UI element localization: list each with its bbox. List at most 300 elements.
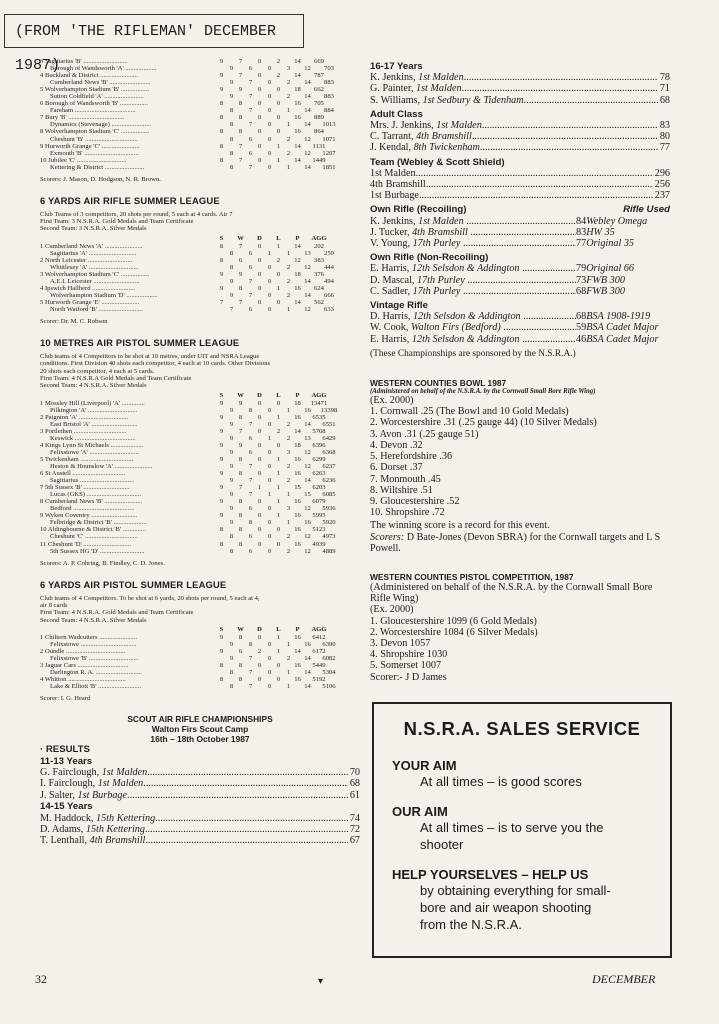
bowl-results xyxy=(370,406,670,518)
table-cell: 1 xyxy=(276,470,281,478)
team-name: 4 Ipswich Hallherd .......................... xyxy=(40,284,136,292)
league1-description xyxy=(40,211,360,233)
group-title: 16-17 Years xyxy=(370,61,423,72)
county-score: .25 (The Bowl and 10 Gold Medals) xyxy=(420,406,569,418)
table-cell: 0 xyxy=(257,72,262,80)
table-cell: 9 xyxy=(238,270,243,278)
table-cell: 16 xyxy=(294,284,301,292)
table-cell: 9 xyxy=(238,86,243,94)
column-header: W xyxy=(237,391,244,399)
county-name: 2. Worcestershire xyxy=(370,626,444,638)
table-cell: 666 xyxy=(324,291,334,299)
table-cell: 0 xyxy=(257,413,262,421)
table-cell: 5449 xyxy=(312,662,326,669)
table-cell: 8 xyxy=(219,662,224,669)
table-cell: 383 xyxy=(314,256,324,264)
table-cell: 0 xyxy=(257,299,262,307)
table-cell: 9 xyxy=(219,427,224,435)
description-line: First Team: 4 N.S.R.A. Gold Medals and Team Certificate xyxy=(40,609,194,617)
table-cell: 2 xyxy=(286,135,291,143)
competitor-name: E. Harris, xyxy=(370,263,412,275)
pistol-ex: (Ex. 2000) xyxy=(370,604,414,616)
table-row xyxy=(40,526,360,533)
table-cell: 8 xyxy=(238,470,243,478)
league3-title: 6 YARDS AIR PISTOL SUMMER LEAGUE xyxy=(40,578,227,590)
team-name: North Watford 'B' ........................... xyxy=(50,306,143,314)
group-heading: 14-15 Years xyxy=(40,801,93,813)
pistol-scorer: Scorer:- J D James xyxy=(370,671,447,683)
team-name: 3 Jaguar Cars ............................... xyxy=(40,662,129,669)
league3-scorer: Scorer: I. G. Heard xyxy=(40,695,91,703)
dot-leader xyxy=(155,813,348,824)
table-cell: 0 xyxy=(267,519,272,527)
team-name: Cumberland News 'B' ......................... xyxy=(50,79,151,87)
result-row xyxy=(40,835,360,846)
our-aim-text-1: At all times – is to serve you the xyxy=(420,820,604,835)
county-score: .72 xyxy=(431,507,445,519)
table-cell: 883 xyxy=(324,79,334,87)
table-cell: 0 xyxy=(257,114,262,122)
your-aim-text: At all times – is good scores xyxy=(420,774,582,789)
dot-leader xyxy=(419,190,653,201)
table-row xyxy=(40,428,360,435)
table-cell: 7 xyxy=(248,277,253,285)
table-row xyxy=(40,662,360,669)
table-cell: 0 xyxy=(276,128,281,136)
team-name: Keswick ..................................... xyxy=(50,434,136,442)
table-cell: 2 xyxy=(276,427,281,435)
rifle-used: FWB 300 xyxy=(586,274,625,286)
team-name: Felixstowe 'A' .............................. xyxy=(50,448,139,456)
competitor-name: C. Tarrant, xyxy=(370,131,417,143)
table-cell: 14 xyxy=(304,93,311,101)
competitor-club: Walton Firs (Bedford) xyxy=(410,322,501,334)
table-cell: 7 xyxy=(238,156,243,164)
table-cell: 12 xyxy=(304,448,311,456)
column-header: L xyxy=(276,625,281,633)
group-heading xyxy=(370,300,670,311)
table-cell: 1 xyxy=(267,491,272,499)
dot-leader xyxy=(460,238,576,249)
result-row xyxy=(370,440,670,451)
table-cell: 6 xyxy=(248,547,253,555)
team-name: 11 Cheshunt 'D' ............................. xyxy=(40,540,132,548)
result-row xyxy=(370,120,670,131)
team-name: 5 Wolverhampton Stadium 'B' ................. xyxy=(40,86,149,94)
competitor-club: 12th Selsdon & Addington xyxy=(413,311,521,323)
table-cell: 14 xyxy=(304,291,311,299)
county-name: 7. Monmouth xyxy=(370,473,429,485)
table-row xyxy=(40,157,360,164)
group-heading xyxy=(370,157,670,168)
table-row xyxy=(40,65,360,72)
table-row xyxy=(40,93,360,100)
column-header: P xyxy=(295,625,300,633)
score: 296 xyxy=(654,167,670,179)
table-cell: 6551 xyxy=(322,420,336,428)
table-cell: 562 xyxy=(314,299,324,307)
table-cell: 14 xyxy=(304,277,311,285)
table-cell: 8 xyxy=(229,547,234,555)
table-cell: 494 xyxy=(324,277,334,285)
table-cell: 6 xyxy=(248,434,253,442)
table-cell: 6 xyxy=(248,65,253,73)
competitor-name: 1st Malden xyxy=(370,167,416,179)
table-cell: 0 xyxy=(257,270,262,278)
table-cell: 9 xyxy=(219,270,224,278)
table-cell: 9 xyxy=(219,284,224,292)
team-name: 3 Wolverhampton Stadium 'C' ................. xyxy=(40,270,149,278)
table-row xyxy=(40,477,360,484)
team-name: 6 St Austell ................................ xyxy=(40,470,126,478)
help-heading: HELP YOURSELVES – HELP US xyxy=(392,867,589,882)
table-cell: 0 xyxy=(267,121,272,129)
table-cell: 8 xyxy=(229,135,234,143)
result-row xyxy=(370,275,670,286)
county-score: 1099 (6 Gold Medals) xyxy=(446,615,537,627)
table-cell: 7 xyxy=(248,79,253,87)
column-header: D xyxy=(257,234,262,242)
table-row xyxy=(40,634,360,641)
dot-leader xyxy=(143,778,348,789)
table-cell: 5123 xyxy=(312,526,326,534)
table-cell: 0 xyxy=(276,86,281,94)
table-cell: 2 xyxy=(286,149,291,157)
county-name: 3. Avon xyxy=(370,428,405,440)
competitor-name: Mrs. J. Jenkins, xyxy=(370,120,437,132)
score: 74 xyxy=(349,812,360,824)
league3-description xyxy=(40,595,360,624)
team-name: 4 Buckland & District ....................... xyxy=(40,72,138,80)
table-cell: 9 xyxy=(229,420,234,428)
team-name: 10 Aldingbourne & District 'B' .............. xyxy=(40,526,146,534)
our-aim-heading: OUR AIM xyxy=(392,804,448,819)
table-cell: 7 xyxy=(248,291,253,299)
table-cell: 3 xyxy=(286,65,291,73)
table-cell: 9 xyxy=(229,491,234,499)
table-row xyxy=(40,257,360,264)
score: 68 xyxy=(576,285,587,297)
table-cell: 18 xyxy=(294,441,301,449)
description-line: conditions. First Division 40 shots each competitor, 4 each at 10 cards. Other Divisions xyxy=(40,360,271,368)
county-score: .37 xyxy=(409,462,423,474)
left-column xyxy=(40,58,360,847)
table-cell: 0 xyxy=(267,163,272,171)
header-spacer xyxy=(40,392,212,400)
competitor xyxy=(370,72,464,83)
table-cell: 6 xyxy=(238,647,243,655)
result-row xyxy=(40,790,360,801)
header-spacer xyxy=(40,235,212,243)
column-header: W xyxy=(237,625,244,633)
table-cell: 0 xyxy=(276,676,281,684)
group-title: Team (Webley & Scott Shield) xyxy=(370,156,505,168)
table-cell: 0 xyxy=(257,512,262,520)
description-line: air 8 cards xyxy=(40,601,68,609)
competitor-club: 8th Twickenham xyxy=(413,142,480,154)
score: 83 xyxy=(576,226,587,238)
table-cell: 16 xyxy=(294,676,301,684)
table-cell: 9 xyxy=(229,448,234,456)
result-row xyxy=(370,334,670,345)
score: 73 xyxy=(576,274,587,286)
competitor xyxy=(370,120,482,131)
help-text-3: from the N.S.R.A. xyxy=(420,917,522,932)
table-cell: 12 xyxy=(304,306,311,314)
score: 68 xyxy=(659,94,670,106)
competitor-club: 1st Sedbury & Tidenham xyxy=(422,94,524,106)
score: 256 xyxy=(654,179,670,191)
table-cell: 1449 xyxy=(312,156,326,164)
table-cell: 6085 xyxy=(322,491,336,499)
table-cell: 14 xyxy=(294,299,301,307)
competitor-name: G. Painter, xyxy=(370,83,416,95)
table-cell: 2 xyxy=(286,263,291,271)
county-score: .52 xyxy=(446,495,460,507)
county-score: .51 xyxy=(420,484,433,496)
result-row xyxy=(370,406,670,417)
table-cell: 6172 xyxy=(312,647,326,655)
top-table-scorers: Scorers: J. Mason, D. Hodgson, N. R. Brown. xyxy=(40,175,161,183)
table-cell: 6 xyxy=(248,505,253,513)
table-cell: 8 xyxy=(238,633,243,641)
table-cell: 2 xyxy=(257,647,262,655)
table-cell: 6299 xyxy=(312,455,326,463)
table-cell: 4889 xyxy=(322,547,336,555)
table-cell: 6237 xyxy=(322,463,336,471)
competitor xyxy=(370,286,576,297)
table-cell: 0 xyxy=(257,128,262,136)
table-cell: 1 xyxy=(286,306,291,314)
column-header: P xyxy=(295,391,300,399)
score: 68 xyxy=(349,778,360,790)
table-cell: 8 xyxy=(238,662,243,669)
table-cell: 376 xyxy=(314,270,324,278)
table-cell: 18 xyxy=(294,86,301,94)
table-cell: 18 xyxy=(294,399,301,407)
table-cell: 7 xyxy=(248,654,253,662)
table-cell: 9 xyxy=(229,519,234,527)
table-cell: 1013 xyxy=(322,121,336,129)
column-header: L xyxy=(276,391,281,399)
table-cell: 662 xyxy=(314,86,324,94)
dot-leader xyxy=(147,767,348,778)
table-cell: 864 xyxy=(314,128,324,136)
table-cell: 0 xyxy=(276,441,281,449)
competitor xyxy=(40,824,145,835)
scout-title: SCOUT AIR RIFLE CHAMPIONSHIPS xyxy=(127,714,273,725)
table-cell: 0 xyxy=(257,256,262,264)
description-line: 20 shots each competitor, 4 each at 5 cards. xyxy=(40,367,155,375)
table-cell: 6203 xyxy=(312,484,326,492)
competitor-name: T. Lenthall, xyxy=(40,835,90,847)
county-name: 5. Somerset xyxy=(370,660,421,672)
table-cell: 1207 xyxy=(322,149,336,157)
competitor xyxy=(370,322,576,333)
score: 77 xyxy=(576,238,587,250)
result-row xyxy=(370,179,670,190)
result-row xyxy=(370,616,670,627)
table-cell: 14 xyxy=(294,72,301,80)
table-cell: 16 xyxy=(294,526,301,534)
table-cell: 5995 xyxy=(312,512,326,520)
group-title: Vintage Rifle xyxy=(370,300,428,312)
team-name: East Bristol 'A' ............................ xyxy=(50,420,138,428)
table-cell: 0 xyxy=(267,93,272,101)
league1-title: 6 YARDS AIR RIFLE SUMMER LEAGUE xyxy=(40,194,220,206)
result-row xyxy=(370,131,670,142)
rifle-used: BSA Cadet Major xyxy=(586,333,659,345)
dot-leader xyxy=(462,83,658,94)
table-cell: 14 xyxy=(294,242,301,250)
table-cell: 259 xyxy=(324,249,334,257)
table-cell: 0 xyxy=(267,448,272,456)
table-cell: 0 xyxy=(267,683,272,691)
rifle-used: Webley Omega xyxy=(586,215,648,227)
result-row xyxy=(370,649,670,660)
table-cell: 4973 xyxy=(322,533,336,541)
group-heading xyxy=(370,109,670,120)
league2-description xyxy=(40,353,360,389)
score: 84 xyxy=(576,215,587,227)
table-row xyxy=(40,648,360,655)
table-cell: 13 xyxy=(304,249,311,257)
table-cell: 12 xyxy=(304,65,311,73)
table-cell: 14 xyxy=(294,647,301,655)
rifle-used: BSA Cadet Major xyxy=(586,322,659,334)
table-cell: 16 xyxy=(294,413,301,421)
competitor-name: 4th Bramshill xyxy=(370,179,426,191)
competitor xyxy=(40,767,147,778)
column-header: D xyxy=(257,625,262,633)
table-cell: 9 xyxy=(219,455,224,463)
table-cell: 884 xyxy=(324,107,334,115)
team-name: 2 Paignton 'A' .............................. xyxy=(40,413,129,421)
team-name: Darlington R. A. ............................ xyxy=(50,669,142,677)
table-row xyxy=(40,655,360,662)
table-cell: 0 xyxy=(257,498,262,506)
table-cell: 1 xyxy=(276,512,281,520)
group-title: Adult Class xyxy=(370,108,423,120)
table-cell: 9 xyxy=(219,72,224,80)
table-cell: 8 xyxy=(229,263,234,271)
team-name: Sagittarius ................................. xyxy=(50,477,135,485)
table-cell: 8 xyxy=(229,533,234,541)
county-name: 9. Gloucestershire xyxy=(370,495,447,507)
table-cell: 6 xyxy=(248,263,253,271)
dot-leader xyxy=(480,142,658,153)
column-header: S xyxy=(219,234,224,242)
table-cell: 9 xyxy=(229,406,234,414)
table-cell: 1 xyxy=(286,640,291,648)
score: 237 xyxy=(654,190,670,202)
competitor xyxy=(370,142,480,153)
result-row xyxy=(40,813,360,824)
result-row xyxy=(370,627,670,638)
dot-leader xyxy=(416,168,653,179)
county-score: .45 xyxy=(428,473,441,485)
table-row xyxy=(40,641,360,648)
team-name: Bedford ..................................... xyxy=(50,505,135,513)
result-row xyxy=(370,429,670,440)
competitor xyxy=(370,334,576,345)
description-line: Club teams of 4 Competitors. To be shot at 6 yards, 20 shots per round, 5 each at 4, xyxy=(40,594,260,602)
table-cell: 1 xyxy=(286,406,291,414)
dot-leader xyxy=(482,120,658,131)
table-row xyxy=(40,498,360,505)
team-name: Heston & Hounslow 'A' ....................... xyxy=(50,463,153,471)
table-cell: 0 xyxy=(257,441,262,449)
county-name: 1. Cornwall xyxy=(370,406,421,418)
competitor-name: G. Fairclough, xyxy=(40,767,102,778)
table-cell: 0 xyxy=(267,107,272,115)
header-spacer xyxy=(40,626,212,634)
score: 78 xyxy=(659,72,670,84)
table-cell: 1 xyxy=(286,121,291,129)
result-row xyxy=(370,462,670,473)
competitor-club: 17th Purley xyxy=(412,238,461,250)
table-cell: 14 xyxy=(294,58,301,65)
competitor xyxy=(370,131,472,142)
table-row xyxy=(40,58,360,65)
competitor-club: 1st Burbage xyxy=(77,789,128,801)
table-cell: 0 xyxy=(257,526,262,534)
description-line: Second Team: 3 N.S.R.A. Silver Medals xyxy=(40,225,147,233)
score: 77 xyxy=(659,142,670,154)
team-name: Wolverhampton Stadium 'D' ................... xyxy=(50,291,158,299)
table-row xyxy=(40,278,360,285)
table-cell: 2 xyxy=(286,420,291,428)
table-cell: 0 xyxy=(267,277,272,285)
result-row xyxy=(370,263,670,274)
table-cell: 0 xyxy=(267,263,272,271)
table-cell: 6368 xyxy=(322,448,336,456)
rifle-used: Original 35 xyxy=(586,238,635,250)
table-row xyxy=(40,491,360,498)
table-cell: 2 xyxy=(286,533,291,541)
team-name: 1 Chiltern Wadcutters ....................... xyxy=(40,633,138,641)
table-cell: 9 xyxy=(229,277,234,285)
competitor xyxy=(40,790,127,801)
table-cell: 16 xyxy=(294,470,301,478)
competitor-name: M. Haddock, xyxy=(40,812,97,824)
table-cell: 8 xyxy=(238,284,243,292)
table-cell: 0 xyxy=(276,114,281,122)
table-cell: 8 xyxy=(219,128,224,136)
county-score: .32 xyxy=(409,439,423,451)
competitor-name: J. Salter, xyxy=(40,789,78,801)
table-cell: 1 xyxy=(286,107,291,115)
description-line: First Team: 4 N.S.R.A Gold Medals and Team Certificate xyxy=(40,375,192,382)
table-row xyxy=(40,107,360,114)
dot-leader xyxy=(520,334,576,345)
result-row xyxy=(370,83,670,94)
competitor-name: D. Adams, xyxy=(40,824,86,836)
county-name: 1. Gloucestershire xyxy=(370,615,447,627)
result-row xyxy=(370,286,670,297)
table-cell: 12 xyxy=(304,135,311,143)
table-cell: 0 xyxy=(267,135,272,143)
table-cell: 8 xyxy=(229,669,234,677)
table-cell: 16 xyxy=(294,662,301,669)
table-cell: 0 xyxy=(257,142,262,150)
table-cell: 8 xyxy=(219,242,224,250)
table-cell: 8 xyxy=(229,163,234,171)
table-row xyxy=(40,143,360,150)
table-row xyxy=(40,264,360,271)
result-row xyxy=(40,767,360,778)
table-cell: 1 xyxy=(276,647,281,655)
